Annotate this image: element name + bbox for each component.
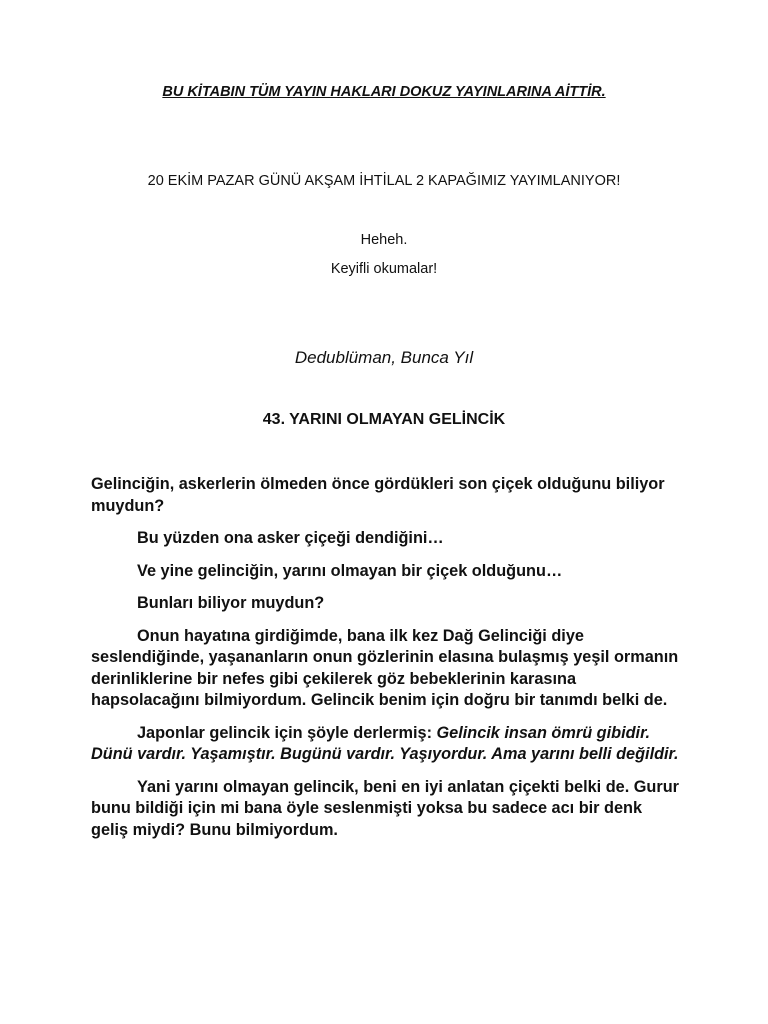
paragraph-6-quote: Gelincik insan ömrü gibidir. Dünü vardır. Yaşamıştır. Bugünü vardır. Yaşıyordur. Ama yarını belli değildir.	[91, 723, 679, 763]
paragraph-6	[91, 723, 681, 766]
copyright-notice: BU KİTABIN TÜM YAYIN HAKLARI DOKUZ YAYINLARINA AİTTİR.	[162, 84, 606, 100]
paragraph-6-lead: Japonlar gelincik için şöyle derlermiş:	[137, 723, 437, 742]
paragraph-7: Yani yarını olmayan gelincik, beni en iyi anlatan çiçekti belki de. Gurur bunu bildiği için mi bana öyle seslenmişti yoksa bu sadece acı bir denk geliş miydi? Bunu bilmiyordum.	[91, 777, 679, 839]
chapter-title: 43. YARINI OLMAYAN GELİNCİK	[262, 411, 506, 428]
paragraph-1: Gelinciğin, askerlerin ölmeden önce gördükleri son çiçek olduğunu biliyor muydun?	[91, 475, 665, 515]
paragraph-4: Bunları biliyor muydun?	[137, 594, 325, 612]
song-epigraph: Dedublüman, Bunca Yıl	[294, 348, 474, 367]
enjoy-reading-line: Keyifli okumalar!	[330, 261, 438, 277]
chapter-body	[91, 474, 681, 852]
paragraph-3: Ve yine gelinciğin, yarını olmayan bir çiçek olduğunu…	[137, 561, 563, 580]
cover-announcement: 20 EKİM PAZAR GÜNÜ AKŞAM İHTİLAL 2 KAPAĞIMIZ YAYIMLANIYOR!	[147, 173, 621, 189]
paragraph-5: Onun hayatına girdiğimde, bana ilk kez Dağ Gelinciği diye seslendiğinde, yaşananların onun gözlerinin elasına bulaşmış yeşil ormanın derinliklerine bir nefes gibi çekilerek göz bebeklerinin karasına hapsolacağını bilmiyordum. Gelincik benim için doğru bir tanımdı belki de.	[91, 626, 679, 709]
heheh-line: Heheh.	[360, 232, 408, 248]
paragraph-2: Bu yüzden ona asker çiçeği dendiğini…	[137, 529, 444, 547]
